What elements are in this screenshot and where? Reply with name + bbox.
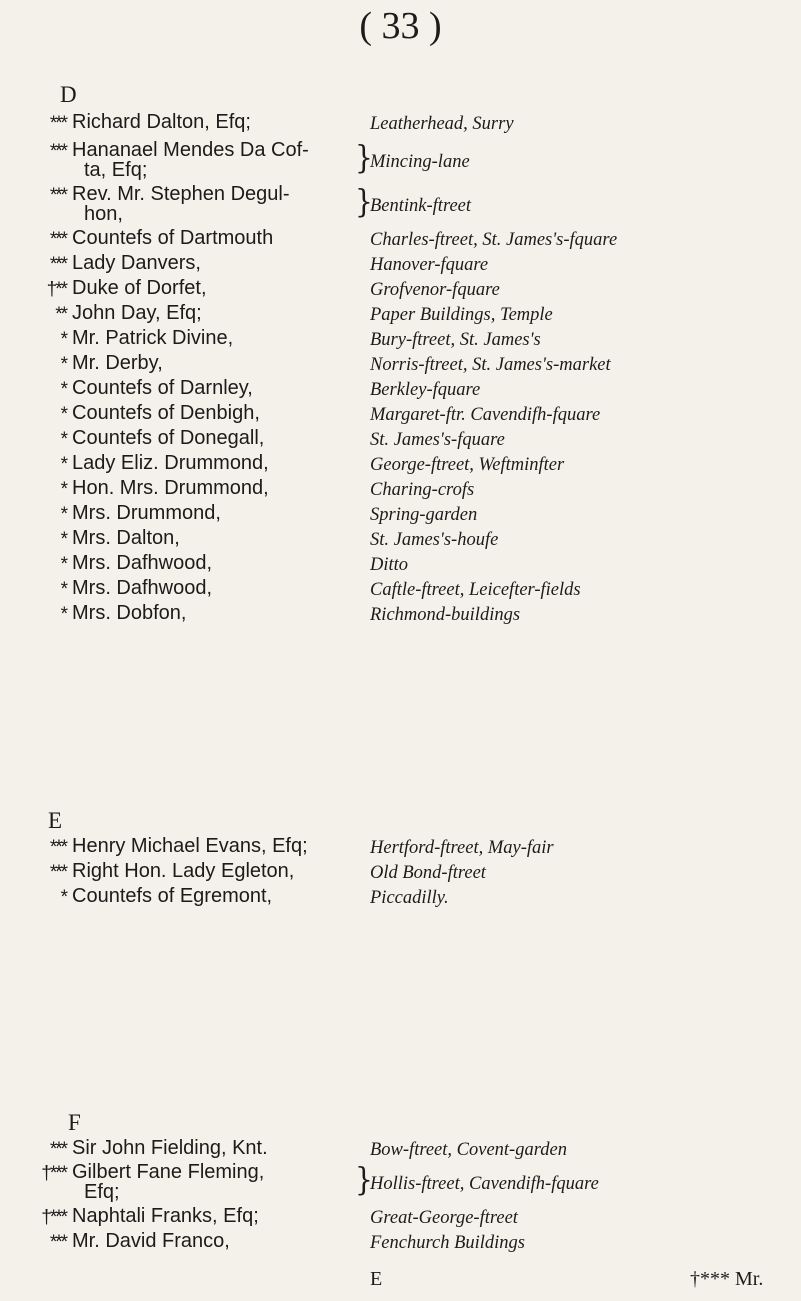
subscriber-name: Mrs. Dalton,: [72, 527, 180, 549]
subscriber-address: Spring-garden: [370, 505, 478, 525]
subscriber-name: Countefs of Donegall,: [72, 427, 265, 449]
subscriber-address: Great-George-ftreet: [370, 1208, 518, 1228]
subscriber-address: Margaret-ftr. Cavendifh-fquare: [370, 405, 601, 425]
subscription-marks: **: [55, 304, 66, 325]
subscriber-name: Right Hon. Lady Egleton,: [72, 860, 295, 882]
list-item: [0, 861, 801, 886]
list-item: [0, 112, 801, 140]
entry-list: [0, 836, 801, 911]
list-item: [0, 353, 801, 378]
list-item: [0, 553, 801, 578]
subscriber-address: Fenchurch Buildings: [370, 1233, 525, 1253]
subscription-marks: *: [60, 404, 66, 425]
subscriber-address: Caftle-ftreet, Leicefter-fields: [370, 580, 581, 600]
list-item: [0, 603, 801, 628]
subscriber-name: Hon. Mrs. Drummond,: [72, 477, 269, 499]
name-continuation: Efq;: [84, 1181, 120, 1203]
subscription-marks: †**: [46, 279, 66, 300]
list-item: [0, 428, 801, 453]
subscription-marks: *: [60, 429, 66, 450]
list-item: [0, 836, 801, 861]
subscriber-address: Hertford-ftreet, May-fair: [370, 838, 554, 858]
subscription-marks: *: [60, 887, 66, 908]
name-line: Rev. Mr. Stephen Degul-: [72, 183, 290, 205]
subscriber-name: John Day, Efq;: [72, 302, 202, 324]
subscription-marks: *: [60, 529, 66, 550]
subscriber-address: Hollis-ftreet, Cavendifh-fquare: [370, 1174, 599, 1194]
subscriber-name: Richard Dalton, Efq;: [72, 111, 251, 133]
brace-icon: }: [355, 1160, 373, 1199]
catchword: †*** Mr.: [690, 1268, 764, 1290]
brace-icon: }: [355, 138, 373, 177]
list-item: [0, 278, 801, 303]
subscription-marks: ***: [49, 185, 66, 206]
subscription-marks: *: [60, 479, 66, 500]
subscriber-name: Mr. Derby,: [72, 352, 163, 374]
subscriber-name: Countefs of Darnley,: [72, 377, 253, 399]
subscription-marks: ***: [49, 1139, 66, 1160]
subscriber-name: Countefs of Dartmouth: [72, 227, 274, 249]
subscriber-address: Richmond-buildings: [370, 605, 521, 625]
subscriber-name: Mrs. Dafhwood,: [72, 577, 213, 599]
page-number: ( 33 ): [359, 5, 442, 47]
subscription-marks: *: [60, 579, 66, 600]
subscriber-address: Leatherhead, Surry: [370, 114, 514, 134]
list-item: [0, 328, 801, 353]
subscriber-name: Lady Danvers,: [72, 252, 201, 274]
list-item: [0, 578, 801, 603]
subscriber-name: [72, 1162, 362, 1202]
subscriber-address: George-ftreet, Weftminfter: [370, 455, 565, 475]
name-continuation: hon,: [84, 203, 123, 225]
subscription-marks: ***: [49, 1232, 66, 1253]
subscriber-address: Berkley-fquare: [370, 380, 481, 400]
subscription-marks: *: [60, 454, 66, 475]
list-item: [0, 303, 801, 328]
section-letter: F: [68, 1110, 81, 1135]
list-item: [0, 184, 801, 228]
subscription-marks: *: [60, 379, 66, 400]
list-item: [0, 1206, 801, 1231]
subscriber-name: [72, 184, 362, 224]
subscription-marks: *: [60, 354, 66, 375]
list-item: [0, 403, 801, 428]
subscriber-address: Piccadilly.: [370, 888, 449, 908]
name-line: Gilbert Fane Fleming,: [72, 1161, 265, 1183]
subscriber-address: Grofvenor-fquare: [370, 280, 500, 300]
subscription-marks: *: [60, 504, 66, 525]
list-item: [0, 140, 801, 184]
subscriber-name: Countefs of Egremont,: [72, 885, 273, 907]
subscriber-name: Lady Eliz. Drummond,: [72, 452, 269, 474]
subscription-marks: †***: [41, 1163, 66, 1184]
subscriber-name: Mrs. Dafhwood,: [72, 552, 213, 574]
subscriber-address: Mincing-lane: [370, 152, 470, 172]
list-item: [0, 453, 801, 478]
subscriber-address: Hanover-fquare: [370, 255, 489, 275]
subscriber-address: Bury-ftreet, St. James's: [370, 330, 541, 350]
subscription-marks: *: [60, 604, 66, 625]
subscription-marks: ***: [49, 229, 66, 250]
brace-icon: }: [355, 182, 373, 221]
list-item: [0, 253, 801, 278]
name-continuation: ta, Efq;: [84, 159, 148, 181]
subscriber-address: Ditto: [370, 555, 409, 575]
list-item: [0, 1231, 801, 1256]
subscriber-name: Henry Michael Evans, Efq;: [72, 835, 308, 857]
subscriber-address: Charles-ftreet, St. James's-fquare: [370, 230, 618, 250]
subscriber-name: Countefs of Denbigh,: [72, 402, 260, 424]
section-letter: E: [48, 808, 63, 833]
name-line: Hananael Mendes Da Cof-: [72, 139, 309, 161]
list-item: [0, 1162, 801, 1206]
subscription-marks: ***: [49, 862, 66, 883]
entry-list: [0, 1138, 801, 1256]
list-item: [0, 503, 801, 528]
subscriber-name: Mr. David Franco,: [72, 1230, 230, 1252]
subscriber-address: Paper Buildings, Temple: [370, 305, 553, 325]
subscription-marks: ***: [49, 141, 66, 162]
subscription-marks: *: [60, 554, 66, 575]
signature-mark: E: [370, 1268, 383, 1290]
subscriber-name: Sir John Fielding, Knt.: [72, 1137, 268, 1159]
subscriber-address: Norris-ftreet, St. James's-market: [370, 355, 611, 375]
list-item: [0, 378, 801, 403]
subscriber-name: Naphtali Franks, Efq;: [72, 1205, 259, 1227]
subscription-marks: ***: [49, 837, 66, 858]
list-item: [0, 1138, 801, 1162]
subscriber-name: Mr. Patrick Divine,: [72, 327, 234, 349]
subscriber-name: Mrs. Dobfon,: [72, 602, 187, 624]
section-letter: D: [60, 82, 77, 107]
list-item: [0, 478, 801, 503]
subscriber-address: St. James's-houfe: [370, 530, 499, 550]
subscription-marks: ***: [49, 254, 66, 275]
subscriber-name: Duke of Dorfet,: [72, 277, 207, 299]
list-item: [0, 228, 801, 253]
subscriber-name: Mrs. Drummond,: [72, 502, 221, 524]
subscriber-address: Bentink-ftreet: [370, 196, 472, 216]
subscriber-address: Charing-crofs: [370, 480, 475, 500]
subscriber-address: St. James's-fquare: [370, 430, 505, 450]
subscriber-address: Bow-ftreet, Covent-garden: [370, 1140, 567, 1160]
list-item: [0, 886, 801, 911]
subscriber-name: [72, 140, 362, 180]
subscriber-address: Old Bond-ftreet: [370, 863, 486, 883]
list-item: [0, 528, 801, 553]
entry-list: [0, 112, 801, 628]
subscription-marks: *: [60, 329, 66, 350]
subscription-marks: ***: [49, 113, 66, 134]
subscription-marks: †***: [41, 1207, 66, 1228]
